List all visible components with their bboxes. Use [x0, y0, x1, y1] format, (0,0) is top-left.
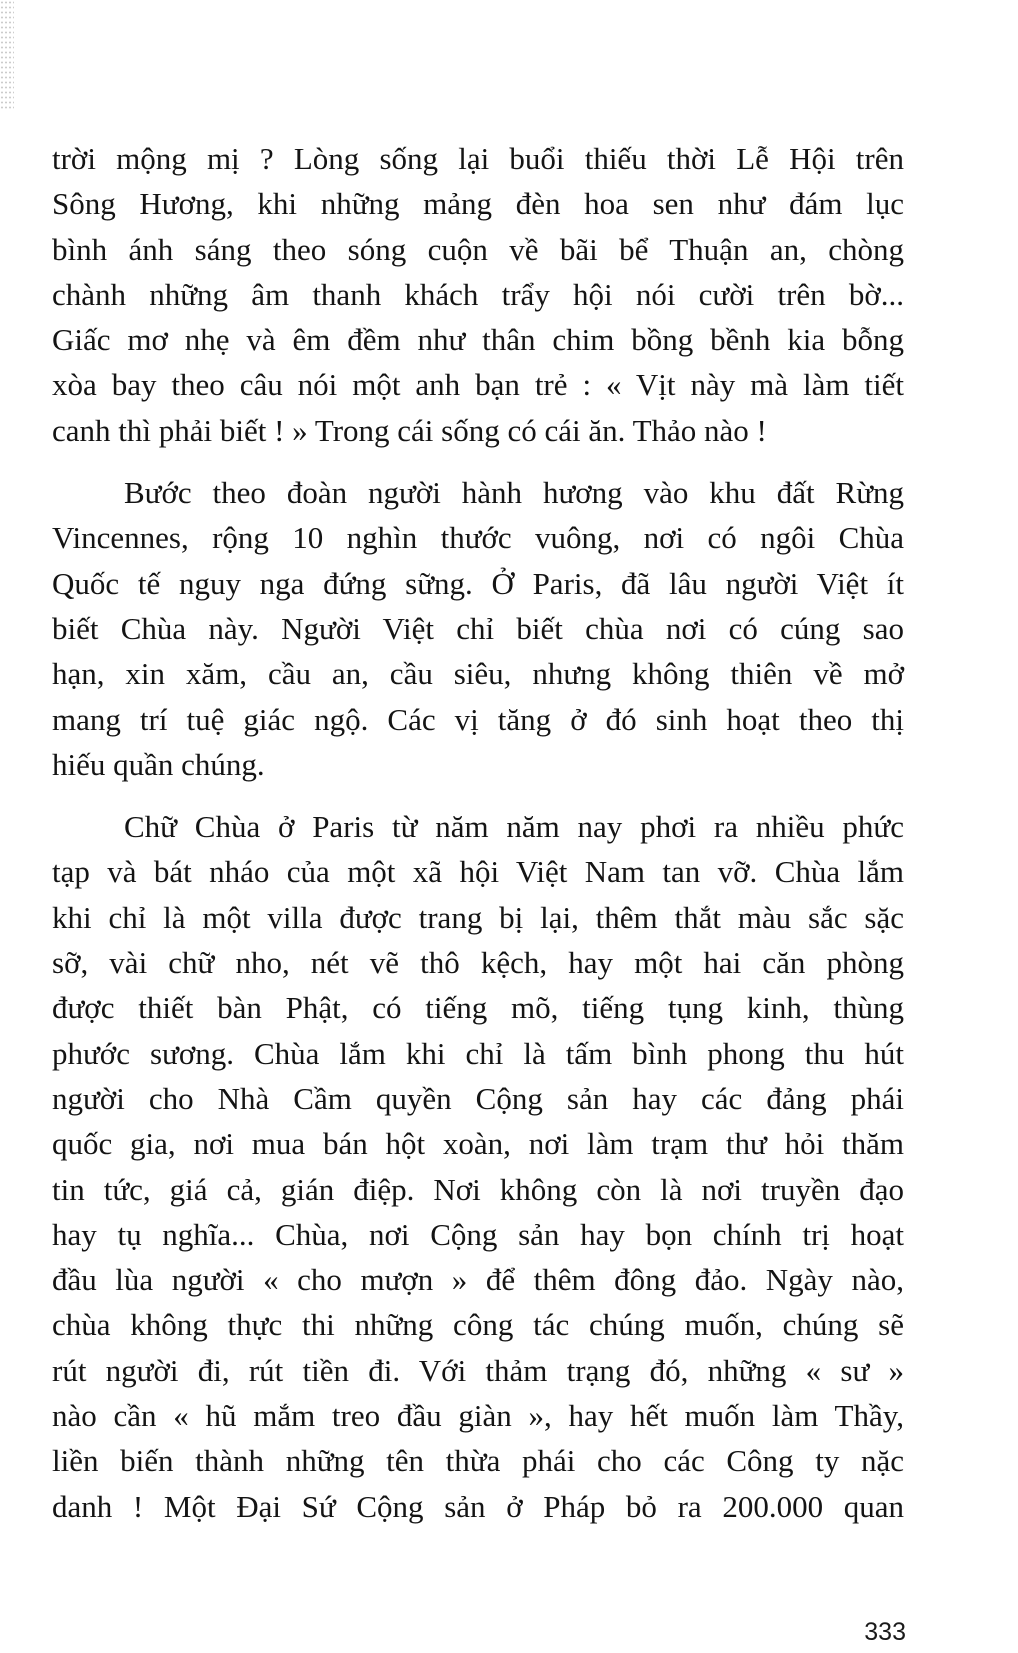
text-line: phước sương. Chùa lắm khi chỉ là tấm bình phong thu hút [52, 1035, 904, 1071]
text-line: rút người đi, rút tiền đi. Với thảm trạng đó, những « sư » [52, 1352, 904, 1388]
text-line: chành những âm thanh khách trẩy hội nói cười trên bờ... [52, 276, 904, 312]
paragraph [52, 804, 904, 1529]
text-line: liền biến thành những tên thừa phái cho các Công ty nặc [52, 1443, 904, 1479]
text-line: Quốc tế nguy nga đứng sững. Ở Paris, đã lâu người Việt ít [52, 565, 904, 601]
text-line: được thiết bàn Phật, có tiếng mõ, tiếng tụng kinh, thùng [52, 990, 904, 1026]
text-line: tin tức, giá cả, gián điệp. Nơi không còn là nơi truyền đạo [52, 1171, 904, 1207]
text-line: Giấc mơ nhẹ và êm đềm như thân chim bồng bềnh kia bỗng [52, 322, 904, 358]
text-line: người cho Nhà Cầm quyền Cộng sản hay các đảng phái [52, 1080, 904, 1116]
text-line: danh ! Một Đại Sứ Cộng sản ở Pháp bỏ ra 200.000 quan [52, 1488, 904, 1524]
text-line: xòa bay theo câu nói một anh bạn trẻ : « Vịt này mà làm tiết [52, 367, 904, 403]
text-line: hạn, xin xăm, cầu an, cầu siêu, nhưng không thiên về mở [52, 656, 904, 692]
body-text [52, 136, 904, 1529]
text-line: hiếu quần chúng. [52, 746, 265, 782]
text-line: tạp và bát nháo của một xã hội Việt Nam tan vỡ. Chùa lắm [52, 854, 904, 890]
text-line: đầu lùa người « cho mượn » để thêm đông đảo. Ngày nào, [52, 1262, 904, 1298]
text-line: bình ánh sáng theo sóng cuộn về bãi bể Thuận an, chòng [52, 231, 904, 267]
text-line: trời mộng mị ? Lòng sống lại buổi thiếu thời Lễ Hội trên [52, 141, 904, 176]
text-line: hay tụ nghĩa... Chùa, nơi Cộng sản hay bọn chính trị hoạt [52, 1216, 904, 1252]
text-line: Chữ Chùa ở Paris từ năm năm nay phơi ra nhiều phức [124, 809, 904, 845]
text-line: quốc gia, nơi mua bán hột xoàn, nơi làm trạm thư hỏi thăm [52, 1126, 904, 1162]
text-line: Bước theo đoàn người hành hương vào khu đất Rừng [124, 475, 904, 511]
text-line: khi chỉ là một villa được trang bị lại, thêm thắt màu sắc sặc [52, 899, 904, 935]
text-line: mang trí tuệ giác ngộ. Các vị tăng ở đó sinh hoạt theo thị [52, 701, 904, 737]
scan-speckle [0, 0, 14, 110]
text-line: canh thì phải biết ! » Trong cái sống có cái ăn. Thảo nào ! [52, 412, 767, 448]
paragraph [52, 470, 904, 787]
page-number: 333 [864, 1618, 906, 1646]
text-line: Vincennes, rộng 10 nghìn thước vuông, nơi có ngôi Chùa [52, 520, 904, 556]
text-line: nào cần « hũ mắm treo đầu giàn », hay hết muốn làm Thầy, [52, 1398, 904, 1434]
text-line: sỡ, vài chữ nho, nét vẽ thô kệch, hay một hai căn phòng [52, 945, 904, 981]
text-line: Sông Hương, khi những mảng đèn hoa sen như đám lục [52, 186, 904, 222]
paragraph [52, 136, 904, 453]
text-line: chùa không thực thi những công tác chúng muốn, chúng sẽ [52, 1307, 904, 1343]
text-line: biết Chùa này. Người Việt chỉ biết chùa nơi có cúng sao [52, 610, 904, 646]
